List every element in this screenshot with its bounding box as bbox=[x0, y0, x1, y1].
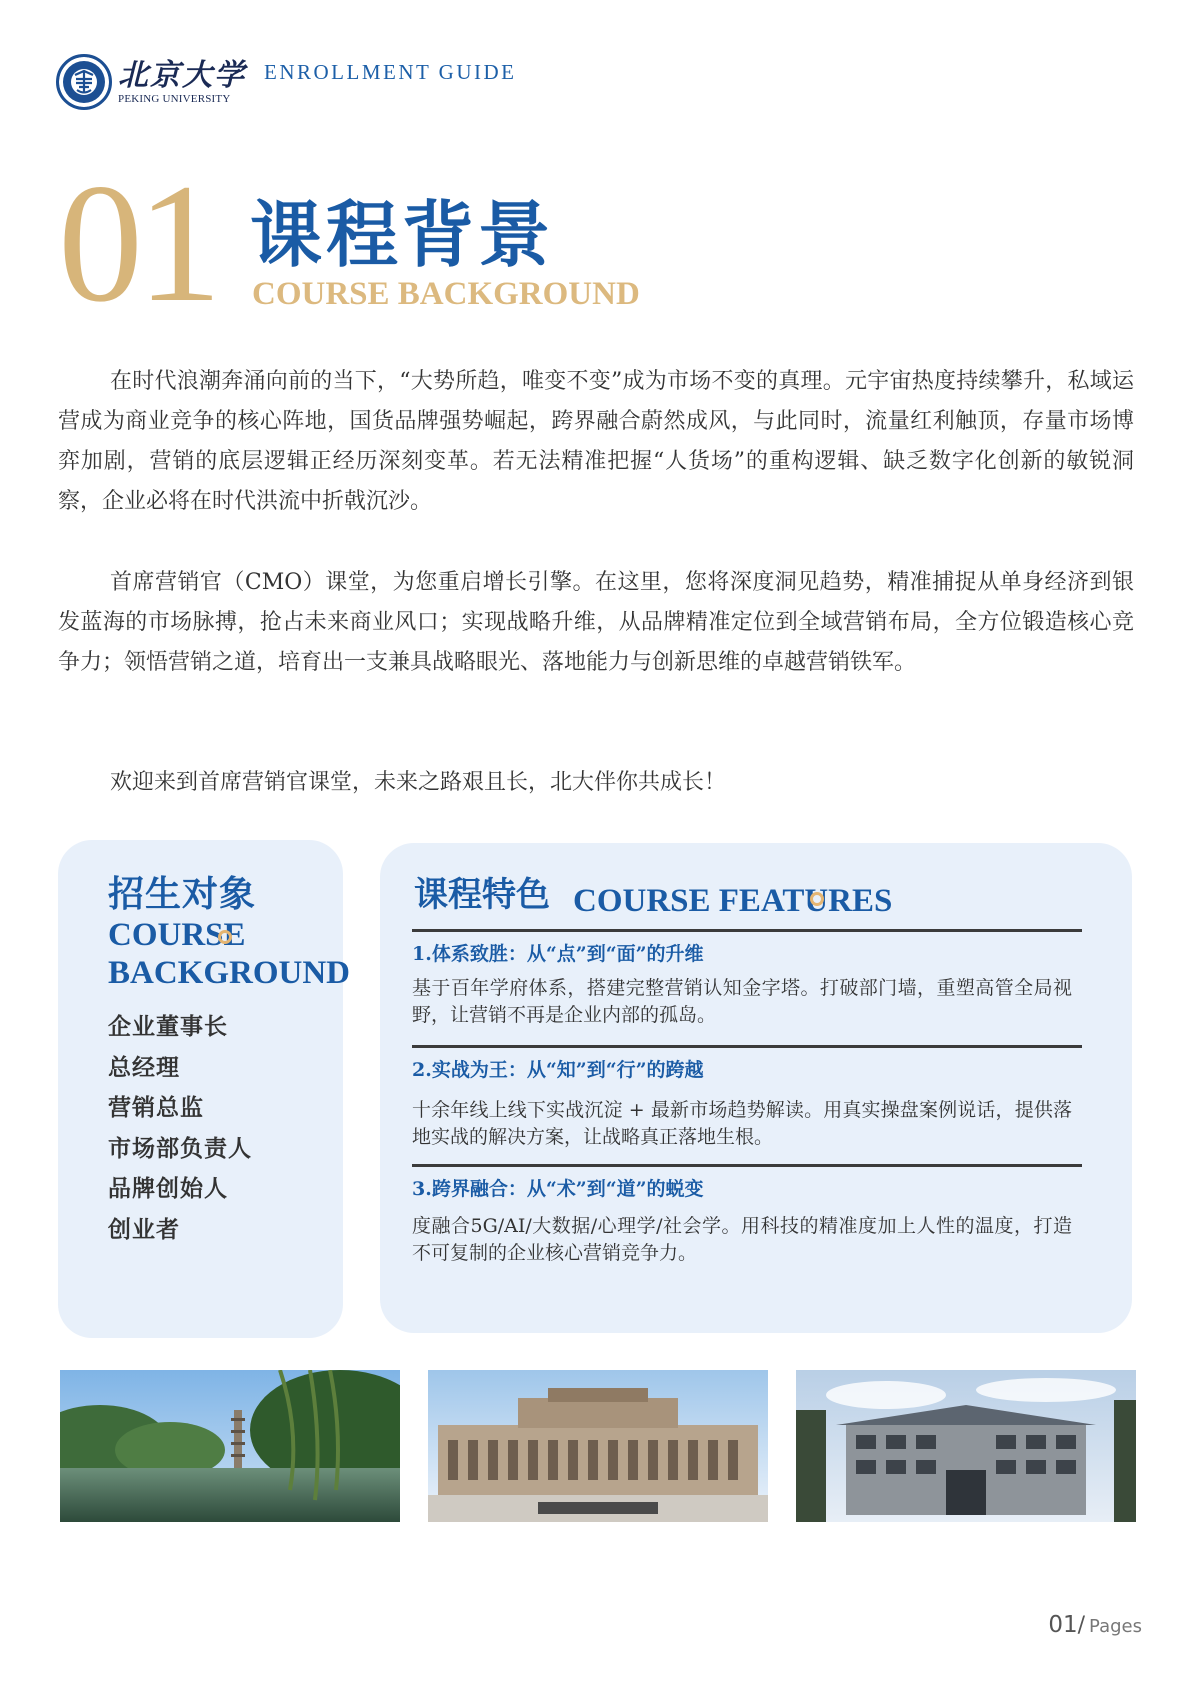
list-item: 市场部负责人 bbox=[108, 1134, 252, 1162]
feature-heading-2: 2.实战为王：从“知”到“行”的跨越 bbox=[412, 1059, 704, 1081]
features-card bbox=[380, 843, 1132, 1333]
divider bbox=[412, 1164, 1082, 1167]
feature-body-1: 基于百年学府体系，搭建完整营销认知金字塔。打破部门墙，重塑高管全局视野，让营销不再是企业内部的孤岛。 bbox=[412, 977, 1072, 1026]
page-number-slash: / bbox=[1077, 1613, 1086, 1638]
peking-university-seal-icon bbox=[56, 54, 112, 110]
logo-chinese: 北京大学 bbox=[118, 57, 246, 93]
logo-english: PEKING UNIVERSITY bbox=[118, 92, 231, 105]
divider bbox=[412, 929, 1082, 932]
intro-paragraph-1: 在时代浪潮奔涌向前的当下，“大势所趋，唯变不变”成为市场不变的真理。元宇宙热度持续攀升，私域运营成为商业竞争的核心阵地，国货品牌强势崛起，跨界融合蔚然成风，与此同时，流量红利触顶，存量市场博弈加剧，营销的底层逻辑正经历深刻变革。若无法精准把握“人货场”的重构逻辑、缺乏数字化创新的敏锐洞察，企业必将在时代洪流中折戟沉沙。 bbox=[58, 369, 1134, 514]
intro-paragraph-3: 欢迎来到首席营销官课堂，未来之路艰且长，北大伴你共成长！ bbox=[110, 770, 727, 795]
header bbox=[56, 54, 517, 110]
feature-heading-1: 1.体系致胜：从“点”到“面”的升维 bbox=[412, 943, 704, 965]
enrollment-guide-label: ENROLLMENT GUIDE bbox=[264, 59, 517, 84]
campus-hall-photo bbox=[428, 1370, 768, 1522]
section-title-cn: 课程背景 bbox=[250, 192, 555, 277]
feature-body-3: 度融合5G/AI/大数据/心理学/社会学。用科技的精准度加上人性的温度，打造不可复制的企业核心营销竞争力。 bbox=[412, 1215, 1072, 1264]
list-item: 品牌创始人 bbox=[108, 1175, 228, 1202]
feature-body-2: 十余年线上线下实战沉淀 + 最新市场趋势解读。用真实操盘案例说话，提供落地实战的解决方案，让战略真正落地生根。 bbox=[412, 1099, 1072, 1148]
divider bbox=[412, 1045, 1082, 1048]
campus-building-photo bbox=[796, 1370, 1136, 1522]
page-number-label: Pages bbox=[1089, 1616, 1142, 1637]
page-number-value: 01 bbox=[1048, 1612, 1078, 1638]
list-item: 营销总监 bbox=[108, 1094, 204, 1121]
features-title-cn: 课程特色 bbox=[414, 875, 550, 915]
audience-list bbox=[108, 1007, 252, 1250]
feature-heading-3: 3.跨界融合：从“术”到“道”的蜕变 bbox=[412, 1178, 704, 1200]
list-item: 企业董事长 bbox=[108, 1013, 228, 1040]
page-number bbox=[1048, 1612, 1142, 1638]
list-item: 创业者 bbox=[108, 1215, 180, 1243]
cursor-marker-icon bbox=[810, 892, 824, 906]
cursor-marker-icon bbox=[218, 930, 232, 944]
audience-card bbox=[58, 840, 351, 1338]
section-number: 01 bbox=[58, 149, 216, 337]
section-title-en: COURSE BACKGROUND bbox=[252, 276, 640, 312]
university-wordmark bbox=[118, 57, 246, 105]
list-item: 总经理 bbox=[108, 1053, 180, 1081]
campus-lake-pagoda-photo bbox=[60, 1370, 400, 1522]
features-title-en: COURSE FEATURES bbox=[573, 883, 893, 919]
audience-title-cn: 招生对象 bbox=[108, 873, 257, 915]
intro-paragraph-2: 首席营销官（CMO）课堂，为您重启增长引擎。在这里，您将深度洞见趋势，精准捕捉从单身经济到银发蓝海的市场脉搏，抢占未来商业风口；实现战略升维，从品牌精准定位到全域营销布局，全方位锻造核心竞争力；领悟营销之道，培育出一支兼具战略眼光、落地能力与创新思维的卓越营销铁军。 bbox=[58, 570, 1134, 675]
audience-title-en: COURSE BACKGROUND bbox=[108, 917, 351, 991]
